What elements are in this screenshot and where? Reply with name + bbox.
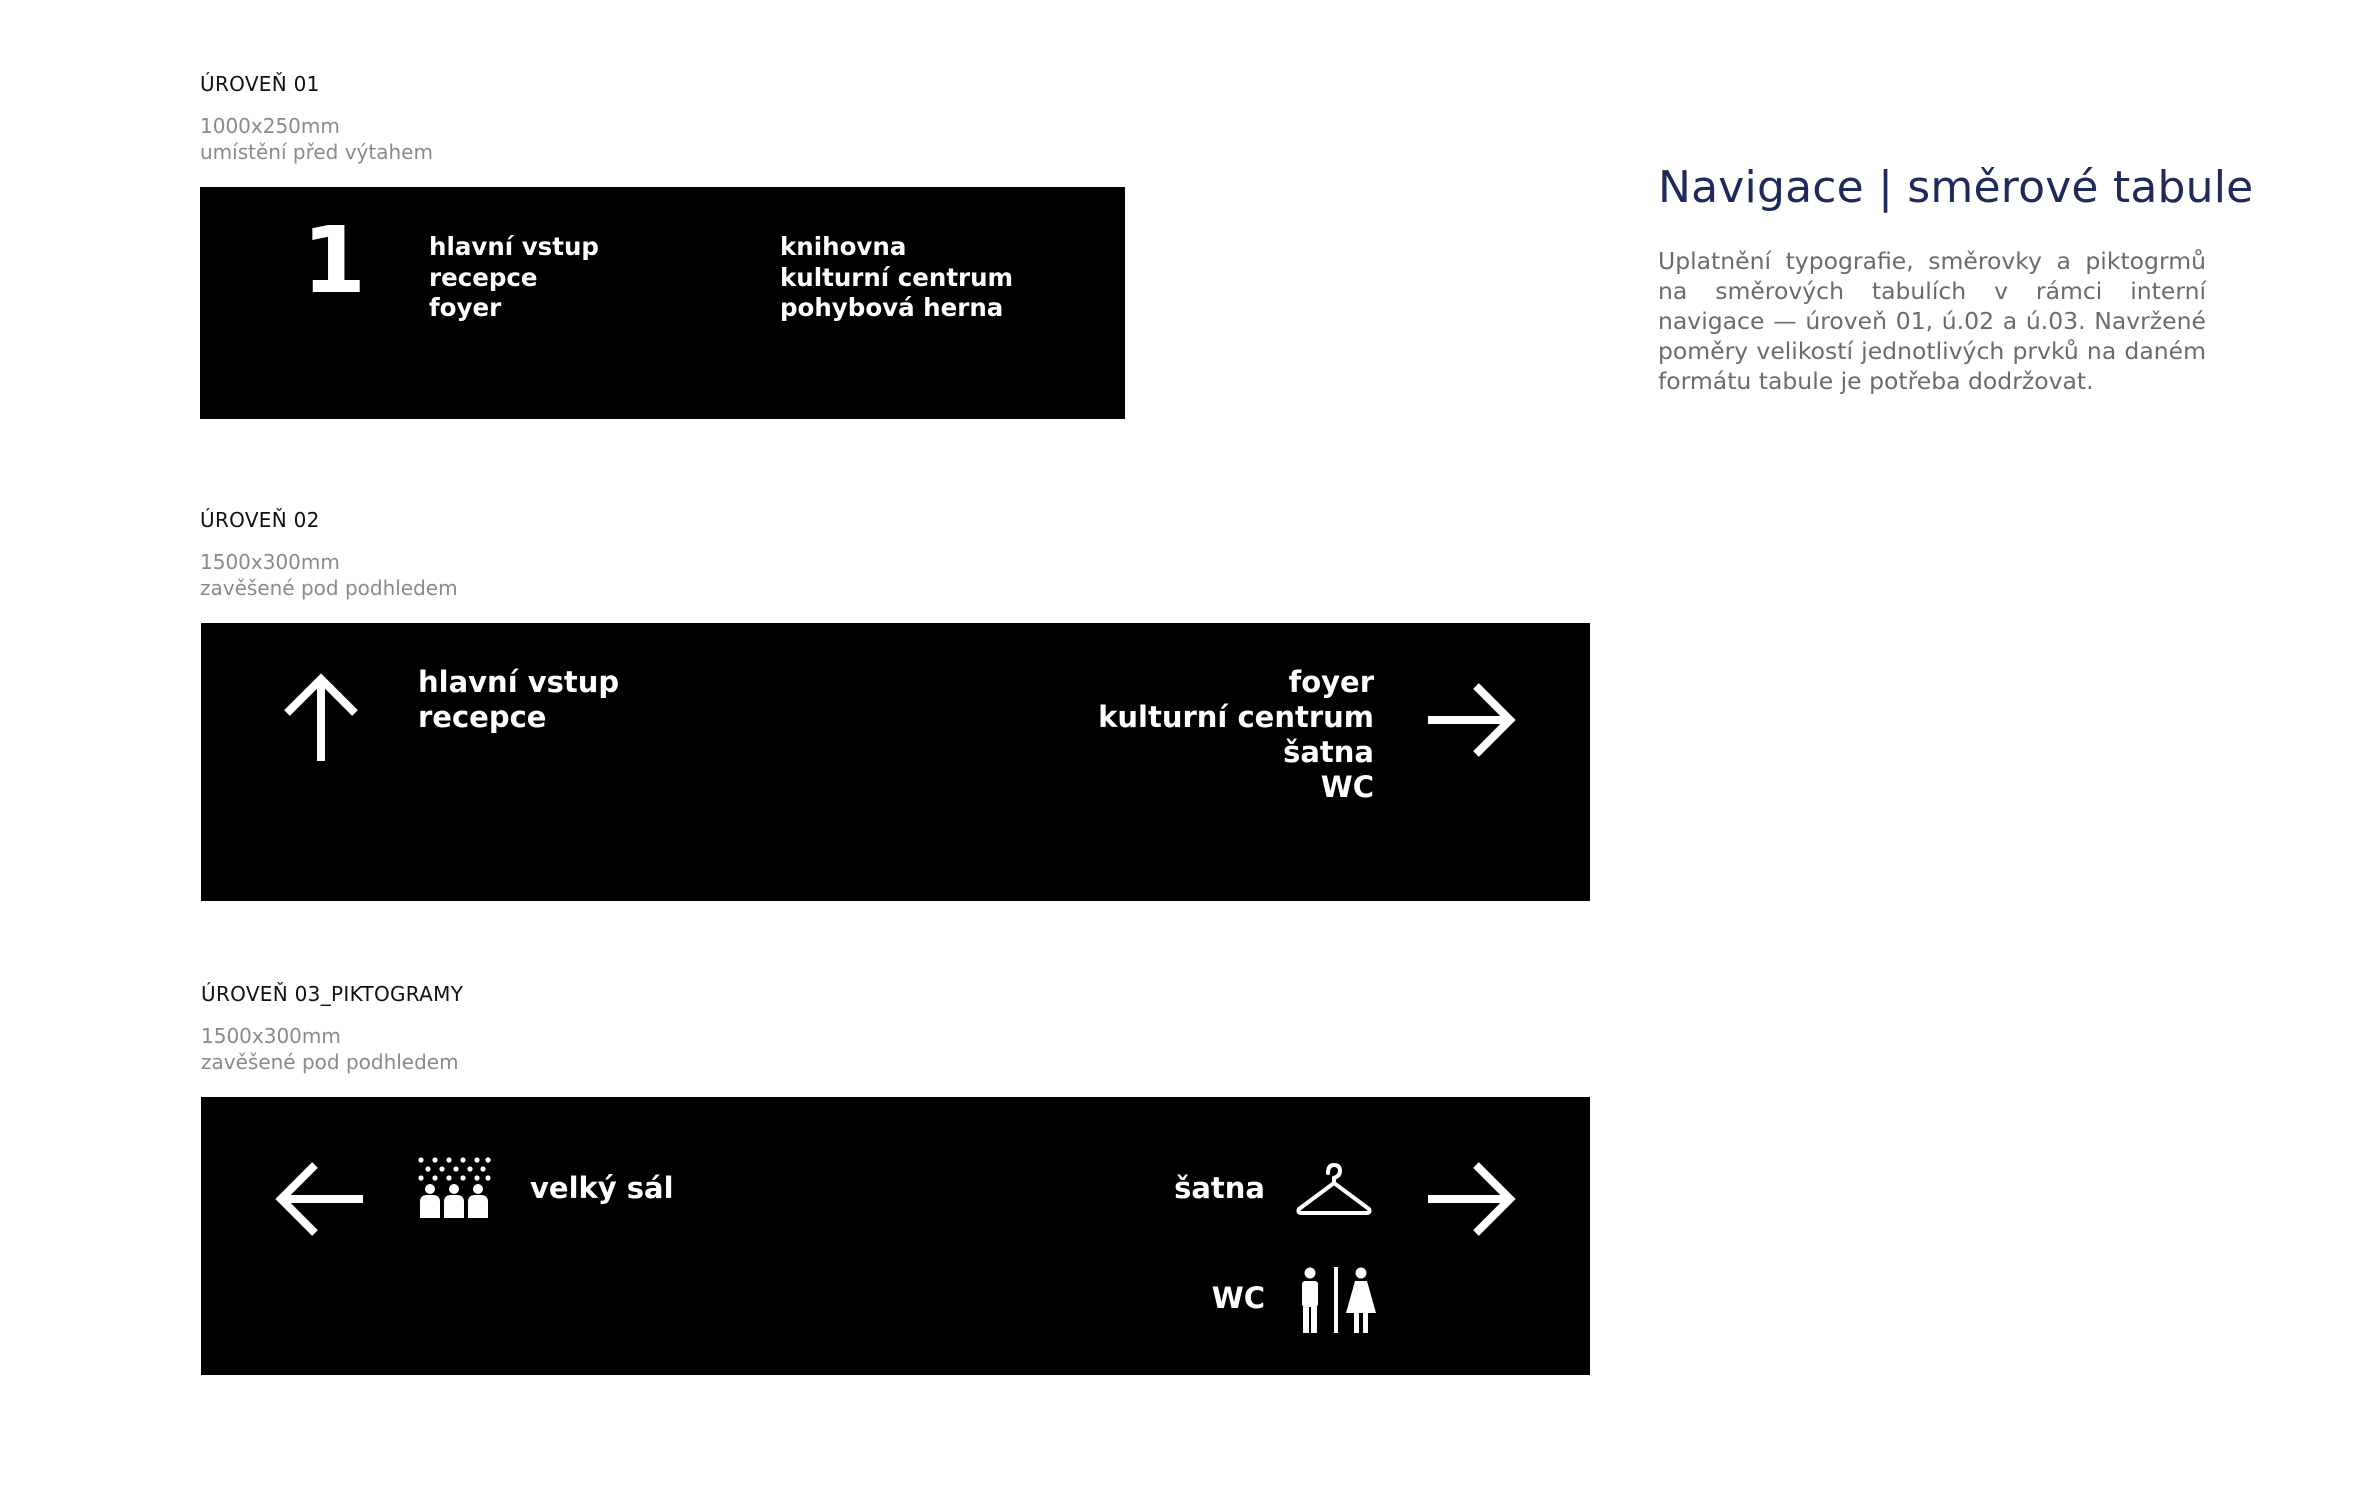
destination-label: kulturní centrum [1098,700,1374,734]
page-description: Uplatnění typografie, směrovky a piktogrmů na směrových tabulích v rámci interní navigace — úroveň 01, ú.02 a ú.03. Navržené poměry velikostí jednotlivých prvků na daném formátu tabule je potřeba dodržovat. [1658,247,2206,395]
destination-label: foyer [1288,665,1374,699]
destination-label: pohybová herna [780,293,1004,322]
level-03-size: 1500x300mm [201,1024,341,1048]
destination-label: WC [1320,770,1374,804]
destination-label: hlavní vstup [429,232,599,261]
level-03-placement: zavěšené pod podhledem [201,1050,459,1074]
level-02-meta [200,549,458,601]
level-02-placement: zavěšené pod podhledem [200,576,458,600]
level-01-column-2 [780,232,1013,324]
destination-label: kulturní centrum [780,262,1014,292]
level-01-placement: umístění před výtahem [200,140,433,164]
arrow-up-icon [281,673,361,763]
hanger-icon [1295,1161,1373,1221]
arrow-right-icon [1426,680,1516,760]
level-01-title: ÚROVEŇ 01 [200,72,320,96]
level-02-size: 1500x300mm [200,550,340,574]
toilets-icon [1298,1267,1376,1333]
destination-label: knihovna [780,232,907,261]
level-03-title: ÚROVEŇ 03_PIKTOGRAMY [201,982,464,1006]
destination-label: hlavní vstup [418,665,620,699]
sign-level-03 [201,1097,1590,1375]
level-03-meta [201,1023,459,1075]
sign-level-01 [200,187,1125,419]
level-01-meta [200,113,433,165]
arrow-left-icon [275,1159,365,1239]
wc-label: WC [1211,1281,1265,1315]
destination-label: recepce [418,700,547,734]
level-01-size: 1000x250mm [200,114,340,138]
level-02-left-destinations [418,665,619,735]
destination-label: recepce [429,262,538,292]
level-01-column-1 [429,232,599,324]
arrow-right-icon [1426,1159,1516,1239]
sign-level-02 [201,623,1590,901]
destination-label: šatna [1283,735,1374,769]
destination-label: foyer [429,293,502,322]
cloakroom-label: šatna [1174,1171,1265,1205]
floor-number: 1 [302,207,367,314]
level-02-right-destinations [1098,665,1374,805]
level-02-title: ÚROVEŇ 02 [200,508,320,532]
page-title: Navigace | směrové tabule [1658,162,2254,213]
hall-label: velký sál [530,1171,674,1205]
audience-hall-icon [416,1156,492,1218]
